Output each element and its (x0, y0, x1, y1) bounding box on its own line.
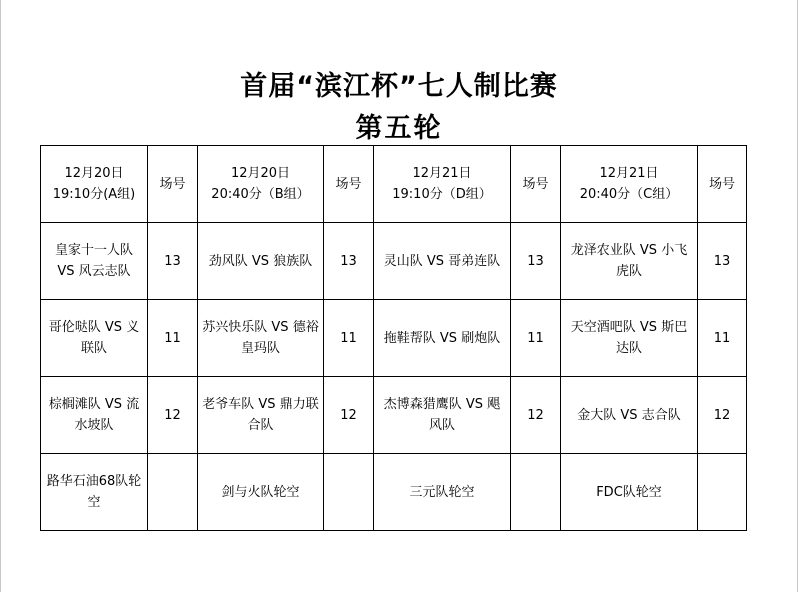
match-cell: 老爷车队 VS 鼎力联合队 (198, 377, 324, 454)
match-cell: 龙泽农业队 VS 小飞虎队 (561, 223, 698, 300)
header-date: 12月21日 (599, 166, 659, 181)
bye-cell: 三元队轮空 (374, 454, 511, 531)
field-number: 13 (324, 223, 374, 300)
match-cell: 天空酒吧队 VS 斯巴达队 (561, 300, 698, 377)
header-time: 20:40分（C组） (579, 187, 679, 202)
bye-cell: 剑与火队轮空 (198, 454, 324, 531)
header-slot-3 (374, 146, 511, 223)
bye-cell: FDC队轮空 (561, 454, 698, 531)
table-row (41, 223, 747, 300)
table-row (41, 377, 747, 454)
header-time: 19:10分（D组） (392, 187, 492, 202)
match-cell: 劲风队 VS 狼族队 (198, 223, 324, 300)
page-title: 首届“滨江杯”七人制比赛 (240, 71, 558, 102)
header-time: 20:40分（B组） (211, 187, 310, 202)
match-cell: 杰博森猎鹰队 VS 飓风队 (374, 377, 511, 454)
field-number: 12 (511, 377, 561, 454)
field-number: 13 (511, 223, 561, 300)
header-date: 12月20日 (64, 166, 124, 181)
header-row (41, 146, 747, 223)
field-number: 12 (148, 377, 198, 454)
field-number: 13 (148, 223, 198, 300)
field-number: 13 (698, 223, 747, 300)
header-time: 19:10分(A组) (52, 187, 136, 202)
field-number (698, 454, 747, 531)
field-number: 11 (148, 300, 198, 377)
field-number: 11 (511, 300, 561, 377)
match-cell: 苏兴快乐队 VS 德裕皇玛队 (198, 300, 324, 377)
match-cell: 棕榈滩队 VS 流水坡队 (41, 377, 148, 454)
field-number: 12 (698, 377, 747, 454)
header-date: 12月21日 (412, 166, 472, 181)
field-number: 11 (324, 300, 374, 377)
field-number (324, 454, 374, 531)
match-cell: 哥伦哒队 VS 义联队 (41, 300, 148, 377)
field-number (511, 454, 561, 531)
header-slot-1 (41, 146, 148, 223)
match-cell: 灵山队 VS 哥弟连队 (374, 223, 511, 300)
round-subtitle: 第五轮 (355, 113, 443, 144)
field-number (148, 454, 198, 531)
header-field-label: 场号 (511, 146, 561, 223)
header-field-label: 场号 (324, 146, 374, 223)
field-number: 12 (324, 377, 374, 454)
match-cell: 金大队 VS 志合队 (561, 377, 698, 454)
header-date: 12月20日 (230, 166, 291, 181)
field-number: 11 (698, 300, 747, 377)
table-row (41, 300, 747, 377)
bye-cell: 路华石油68队轮空 (41, 454, 148, 531)
match-cell: 皇家十一人队 VS 风云志队 (41, 223, 148, 300)
schedule-table (40, 145, 747, 531)
header-field-label: 场号 (148, 146, 198, 223)
match-cell: 拖鞋帮队 VS 刷炮队 (374, 300, 511, 377)
header-field-label: 场号 (698, 146, 747, 223)
table-row (41, 454, 747, 531)
header-slot-4 (561, 146, 698, 223)
header-slot-2 (198, 146, 324, 223)
